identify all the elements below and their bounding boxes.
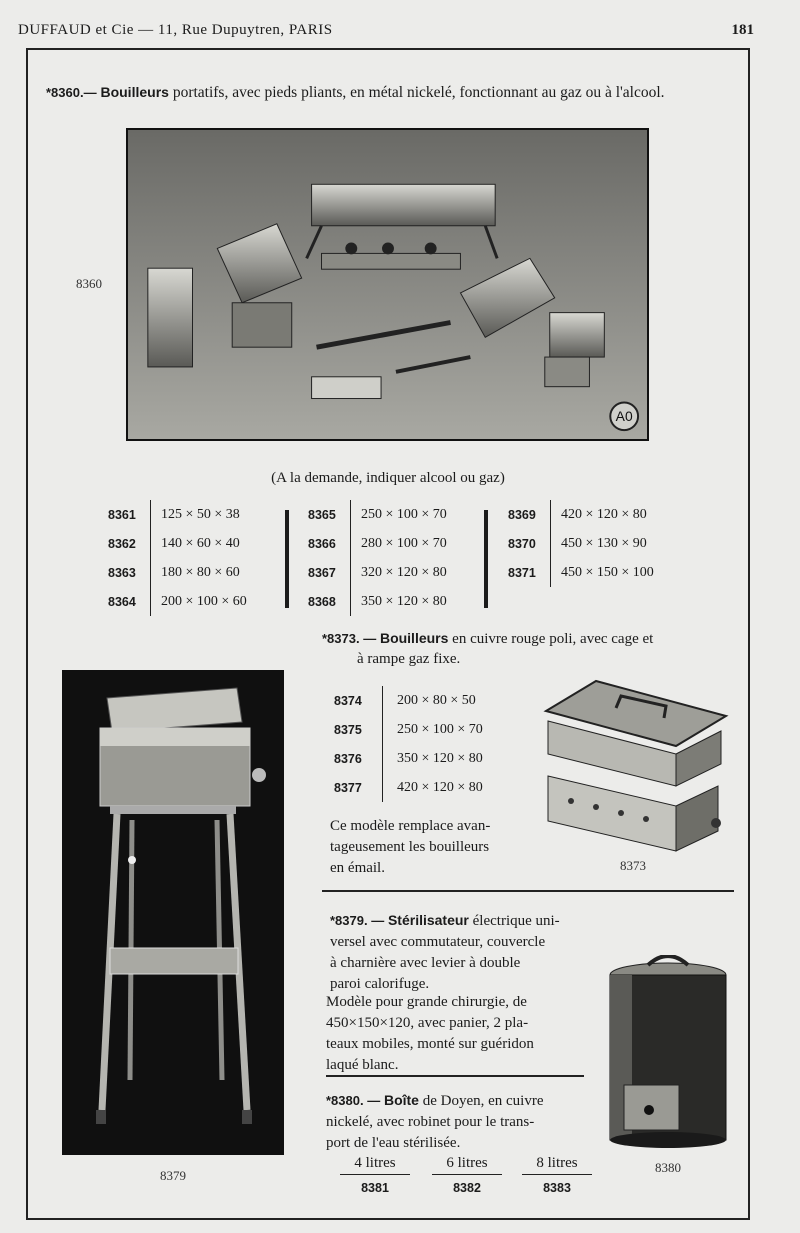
item-number: *8379. — (330, 913, 385, 928)
photo-8373-copper-boiler (536, 676, 736, 858)
item-number: *8373. — (322, 631, 377, 646)
table-row: 8371 450 × 150 × 100 (508, 558, 654, 587)
sizes-table-col3 (508, 500, 654, 587)
item-name: Bouilleurs (379, 630, 449, 646)
item-description: en cuivre rouge poli, avec cage et (452, 631, 654, 647)
boilers-illustration (128, 130, 647, 439)
photo-8380-doyen-box (604, 955, 732, 1150)
item-8373-description-cont: à rampe gaz fixe. (357, 651, 461, 667)
sizes-table-col2 (308, 500, 447, 616)
sizes-table-col1 (108, 500, 247, 616)
photo-badge: A0 (615, 408, 633, 425)
item-name: Stérilisateur (387, 912, 469, 928)
column-divider (285, 510, 289, 608)
item-8379-details: Modèle pour grande chirurgie, de 450×150×120, avec panier, 2 pla- teaux mobiles, monté sur guéridon laqué blanc. (326, 994, 534, 1073)
item-number: *8360.— (46, 85, 97, 100)
photo-8379-sterilizer (62, 670, 284, 1155)
item-8380-description: *8380. — Boîte de Doyen, en cuivre nickelé, avec robinet pour le trans- port de l'eau stérilisée. (326, 1092, 544, 1151)
item-name: Boîte (383, 1092, 419, 1108)
table-row: 8376 350 × 120 × 80 (334, 744, 483, 773)
item-8379-description: *8379. — Stérilisateur électrique uni- versel avec commutateur, couvercle à charnière avec levier à double paroi calorifuge. (330, 912, 560, 992)
capacity-item: 8 litres 8383 (522, 1155, 592, 1195)
figure-label-8379: 8379 (160, 1168, 186, 1183)
doyen-box-illustration (604, 955, 732, 1150)
capacity-list (340, 1155, 590, 1205)
table-row: 8363 180 × 80 × 60 (108, 558, 247, 587)
item-name: Bouilleurs (100, 84, 169, 100)
photo-8360-boilers (126, 128, 649, 441)
capacity-item: 6 litres 8382 (432, 1155, 502, 1195)
sterilizer-illustration (62, 670, 284, 1155)
item-8373-note: Ce modèle remplace avan- tageusement les bouilleurs en émail. (330, 818, 491, 876)
item-number: *8380. — (326, 1093, 381, 1108)
table-row: 8368 350 × 120 × 80 (308, 587, 447, 616)
table-row: 8365 250 × 100 × 70 (308, 500, 447, 529)
section-divider (326, 1075, 584, 1077)
figure-label-8380: 8380 (655, 1160, 681, 1175)
table-row: 8366 280 × 100 × 70 (308, 529, 447, 558)
table-row: 8377 420 × 120 × 80 (334, 773, 483, 802)
section-divider (322, 890, 734, 892)
column-divider (484, 510, 488, 608)
figure-label-8373: 8373 (620, 858, 646, 873)
item-8360-heading (46, 84, 746, 102)
copper-boiler-illustration (536, 676, 736, 858)
table-row: 8375 250 × 100 × 70 (334, 715, 483, 744)
ordering-note: (A la demande, indiquer alcool ou gaz) (271, 470, 505, 486)
table-row: 8367 320 × 120 × 80 (308, 558, 447, 587)
table-row: 8362 140 × 60 × 40 (108, 529, 247, 558)
item-description: portatifs, avec pieds pliants, en métal nickelé, fonctionnant au gaz ou à l'alcool. (172, 84, 665, 101)
table-row: 8361 125 × 50 × 38 (108, 500, 247, 529)
page-number: 181 (731, 22, 754, 38)
capacity-item: 4 litres 8381 (340, 1155, 410, 1195)
item-8373-heading (322, 628, 734, 650)
table-row: 8370 450 × 130 × 90 (508, 529, 654, 558)
table-row: 8369 420 × 120 × 80 (508, 500, 654, 529)
sizes-table-8373 (334, 686, 483, 802)
table-row: 8364 200 × 100 × 60 (108, 587, 247, 616)
figure-label-8360: 8360 (76, 276, 102, 291)
table-row: 8374 200 × 80 × 50 (334, 686, 483, 715)
running-head: DUFFAUD et Cie — 11, Rue Dupuytren, PARIS (18, 22, 333, 38)
